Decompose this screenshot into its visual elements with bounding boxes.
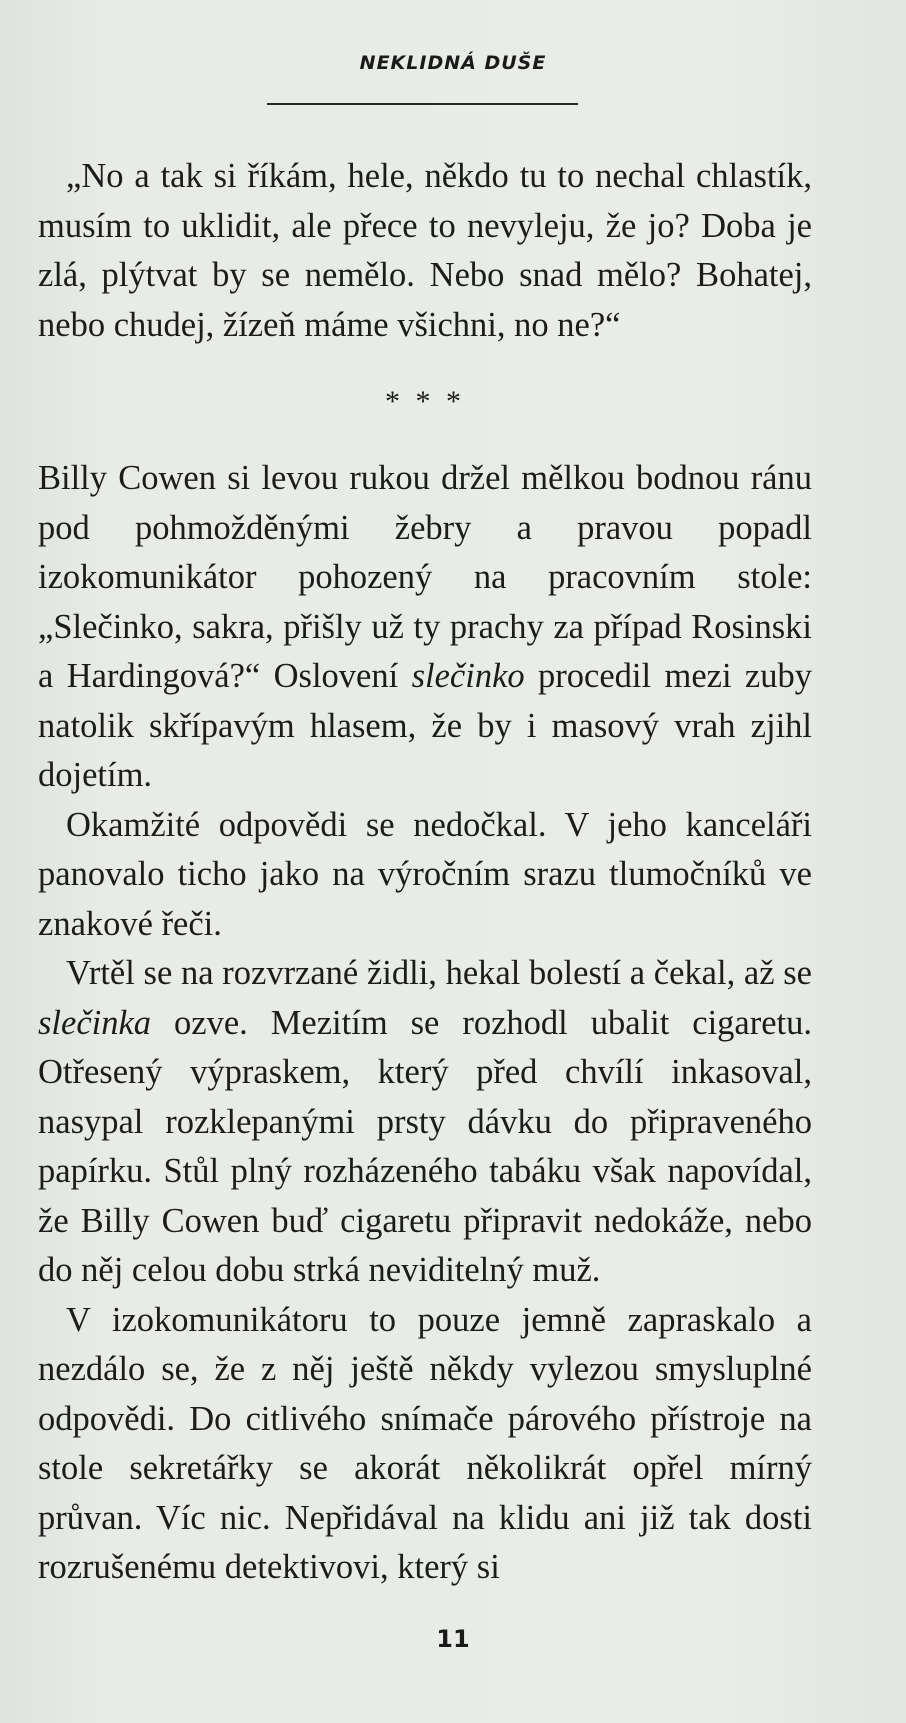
paragraph-cigarette bbox=[38, 949, 812, 1296]
paragraph-izokomunikator: V izokomunikátoru to pouze jemně zapraskalo a nezdálo se, že z něj ještě někdy vylezou smysluplné odpovědi. Do citlivého snímače párového přístroje na stole sekretářky se akorát několikrát opřel mírný průvan. Víc nic. Nepřidával na klidu ani již tak dosti rozrušenému detektivovi, který si bbox=[38, 1300, 812, 1586]
body-text bbox=[38, 152, 812, 1593]
paragraph-text: procedil mezi zuby natolik skřípavým hlasem, že by i masový vrah zjihl dojetím. bbox=[38, 657, 812, 794]
section-separator: * * * bbox=[385, 385, 465, 418]
paragraph-text: Vrtěl se na rozvrzané židli, hekal bolestí a čekal, až se bbox=[66, 954, 812, 992]
paragraph-text: ozve. Mezitím se rozhodl ubalit cigaretu. Otřesený výpraskem, který před chvílí inkasoval, nasypal rozklepanými prsty dávku do připraveného papírku. Stůl plný rozházeného tabáku však napovídal, že Billy Cowen buď cigaretu připravit nedokáže, nebo do něj celou dobu strká neviditelný muž. bbox=[38, 1003, 812, 1289]
paragraph-text: Billy Cowen si levou rukou držel mělkou bodnou ránu pod pohmožděnými žebry a pravou popadl izokomunikátor pohozený na pracovním stole: „Slečinko, sakra, přišly už ty prachy za případ Rosinski a Hardingová?“ Oslovení bbox=[38, 459, 812, 695]
running-head: NEKLIDNÁ DUŠE bbox=[359, 52, 547, 74]
italic-word: slečinko bbox=[411, 657, 525, 695]
page-number: 11 bbox=[436, 1625, 470, 1653]
running-head-rule bbox=[267, 103, 578, 105]
paragraph-silence: Okamžité odpovědi se nedočkal. V jeho kanceláři panovalo ticho jako na výročním srazu tlumočníků ve znakové řeči. bbox=[38, 805, 812, 943]
paragraph-billy-cowen bbox=[38, 454, 812, 801]
italic-word: slečinka bbox=[38, 1003, 152, 1042]
paragraph-dialogue: „No a tak si říkám, hele, někdo tu to nechal chlastík, musím to uklidit, ale přece to nevyleju, že jo? Doba je zlá, plýtvat by se nemělo. Nebo snad mělo? Bohatej, nebo chudej, žízeň máme všichni, no ne?“ bbox=[38, 157, 812, 344]
